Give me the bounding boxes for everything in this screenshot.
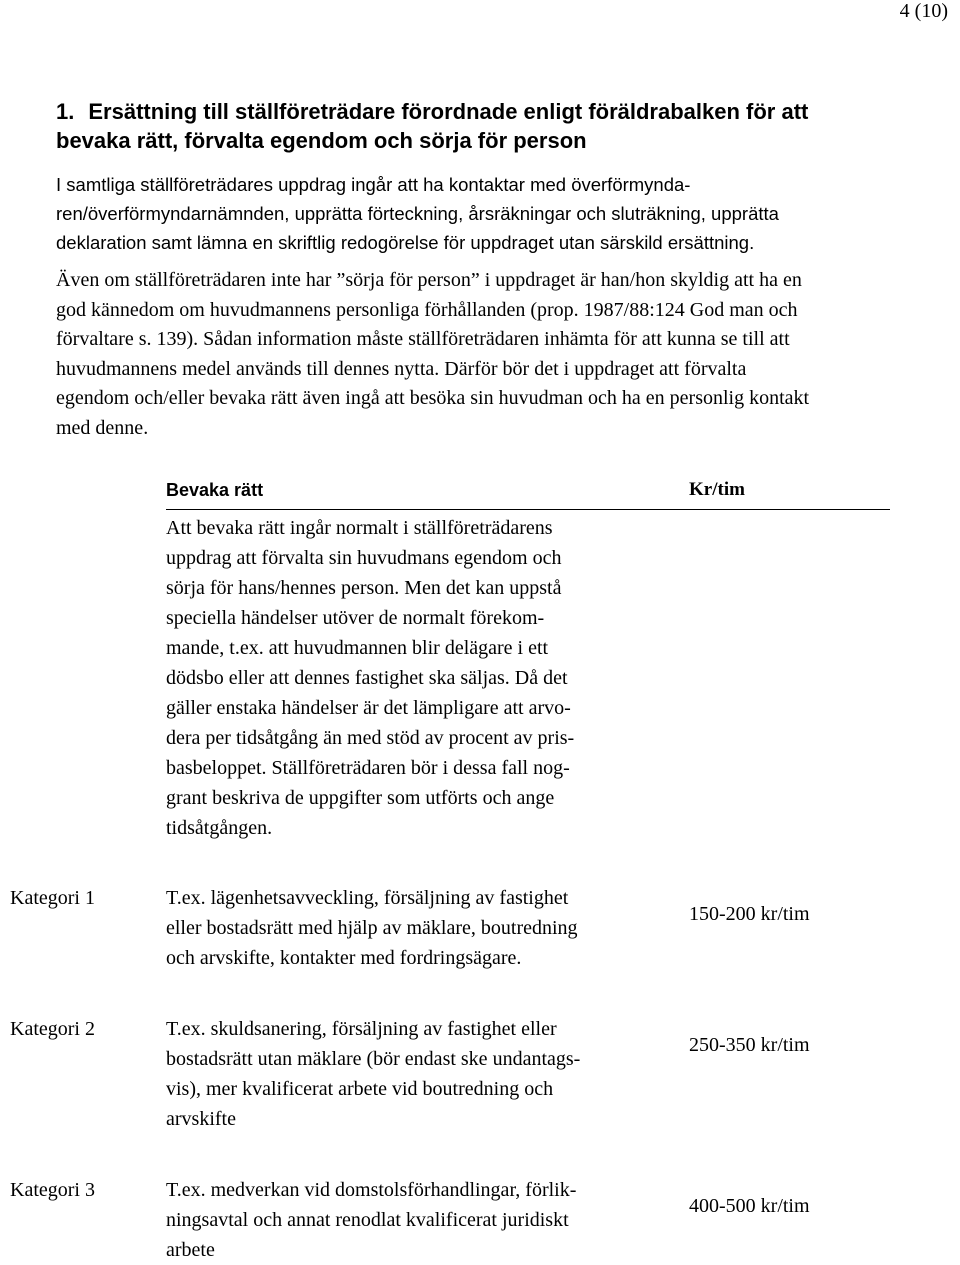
body-paragraph bbox=[56, 266, 960, 443]
description-line: grant beskriva de uppgifter som utförts och ange bbox=[166, 787, 555, 809]
category-2-price: 250-350 kr/tim bbox=[689, 1034, 810, 1056]
intro-text bbox=[56, 170, 956, 257]
table-description bbox=[166, 513, 666, 843]
category-2-description bbox=[166, 1014, 676, 1134]
category-text-line: T.ex. lägenhetsavveckling, försäljning av fastighet bbox=[166, 887, 569, 909]
description-line: mande, t.ex. att huvudmannen blir delägare i ett bbox=[166, 637, 549, 659]
intro-line: I samtliga ställföreträdares uppdrag ingår att ha kontaktar med överförmynda- bbox=[56, 174, 691, 195]
category-text-line: bostadsrätt utan mäklare (bör endast ske undantags- bbox=[166, 1048, 581, 1070]
description-line: sörja för hans/hennes person. Men det kan uppstå bbox=[166, 577, 562, 599]
category-3-label: Kategori 3 bbox=[10, 1179, 95, 1201]
description-line: gäller enstaka händelser är det lämpligare att arvo- bbox=[166, 697, 571, 719]
description-line: dödsbo eller att dennes fastighet ska säljas. Då det bbox=[166, 667, 568, 689]
category-text-line: ningsavtal och annat renodlat kvalificerat juridiskt bbox=[166, 1209, 569, 1231]
table-header-rule bbox=[166, 509, 890, 510]
paragraph-line: Även om ställföreträdaren inte har ”sörja för person” i uppdraget är han/hon skyldig att ha en bbox=[56, 269, 802, 291]
heading-line-2: bevaka rätt, förvalta egendom och sörja för person bbox=[56, 128, 587, 153]
category-text-line: och arvskifte, kontakter med fordringsägare. bbox=[166, 947, 522, 969]
table-header-service: Bevaka rätt bbox=[166, 480, 264, 500]
paragraph-line: god kännedom om huvudmannens personliga förhållanden (prop. 1987/88:124 God man och bbox=[56, 298, 798, 321]
paragraph-line: huvudmannens medel används till dennes nytta. Därför bör det i uppdraget att förvalta bbox=[56, 357, 747, 380]
description-line: Att bevaka rätt ingår normalt i ställföreträdarens bbox=[166, 517, 553, 539]
page-number: 4 (10) bbox=[899, 0, 948, 22]
description-line: uppdrag att förvalta sin huvudmans egendom och bbox=[166, 547, 562, 569]
paragraph-line: egendom och/eller bevaka rätt även ingå att besöka sin huvudman och ha en personlig kontakt bbox=[56, 387, 810, 409]
category-text-line: T.ex. skuldsanering, försäljning av fastighet eller bbox=[166, 1018, 557, 1040]
description-line: speciella händelser utöver de normalt förekom- bbox=[166, 607, 545, 629]
category-text-line: arbete bbox=[166, 1239, 215, 1261]
category-2-label: Kategori 2 bbox=[10, 1018, 95, 1040]
section-number: 1. bbox=[56, 99, 75, 124]
paragraph-line: med denne. bbox=[56, 416, 149, 439]
intro-line: deklaration samt lämna en skriftlig redogörelse för uppdraget utan särskild ersättning. bbox=[56, 232, 755, 253]
description-line: basbeloppet. Ställföreträdaren bör i dessa fall nog- bbox=[166, 757, 570, 779]
description-line: tidsåtgången. bbox=[166, 817, 273, 839]
category-1-label: Kategori 1 bbox=[10, 887, 95, 909]
category-text-line: T.ex. medverkan vid domstolsförhandlingar, förlik- bbox=[166, 1179, 577, 1201]
heading-line-1 bbox=[56, 97, 956, 126]
category-text-line: vis), mer kvalificerat arbete vid boutredning och bbox=[166, 1078, 554, 1100]
category-1-price: 150-200 kr/tim bbox=[689, 903, 810, 925]
paragraph-line: förvaltare s. 139). Sådan information måste ställföreträdaren inhämta för att kunna se till att bbox=[56, 328, 790, 350]
section-heading bbox=[56, 97, 956, 155]
intro-line: ren/överförmyndarnämnden, upprätta förteckning, årsräkningar och sluträkning, upprätta bbox=[56, 203, 779, 224]
heading-text-1: Ersättning till ställföreträdare förordnade enligt föräldrabalken för att bbox=[88, 99, 809, 124]
category-text-line: eller bostadsrätt med hjälp av mäklare, boutredning bbox=[166, 917, 578, 939]
table-header-rate: Kr/tim bbox=[689, 479, 745, 500]
category-text-line: arvskifte bbox=[166, 1108, 236, 1130]
category-1-description bbox=[166, 883, 676, 973]
description-line: dera per tidsåtgång än med stöd av procent av pris- bbox=[166, 727, 575, 749]
category-3-description bbox=[166, 1175, 676, 1265]
category-3-price: 400-500 kr/tim bbox=[689, 1195, 810, 1217]
